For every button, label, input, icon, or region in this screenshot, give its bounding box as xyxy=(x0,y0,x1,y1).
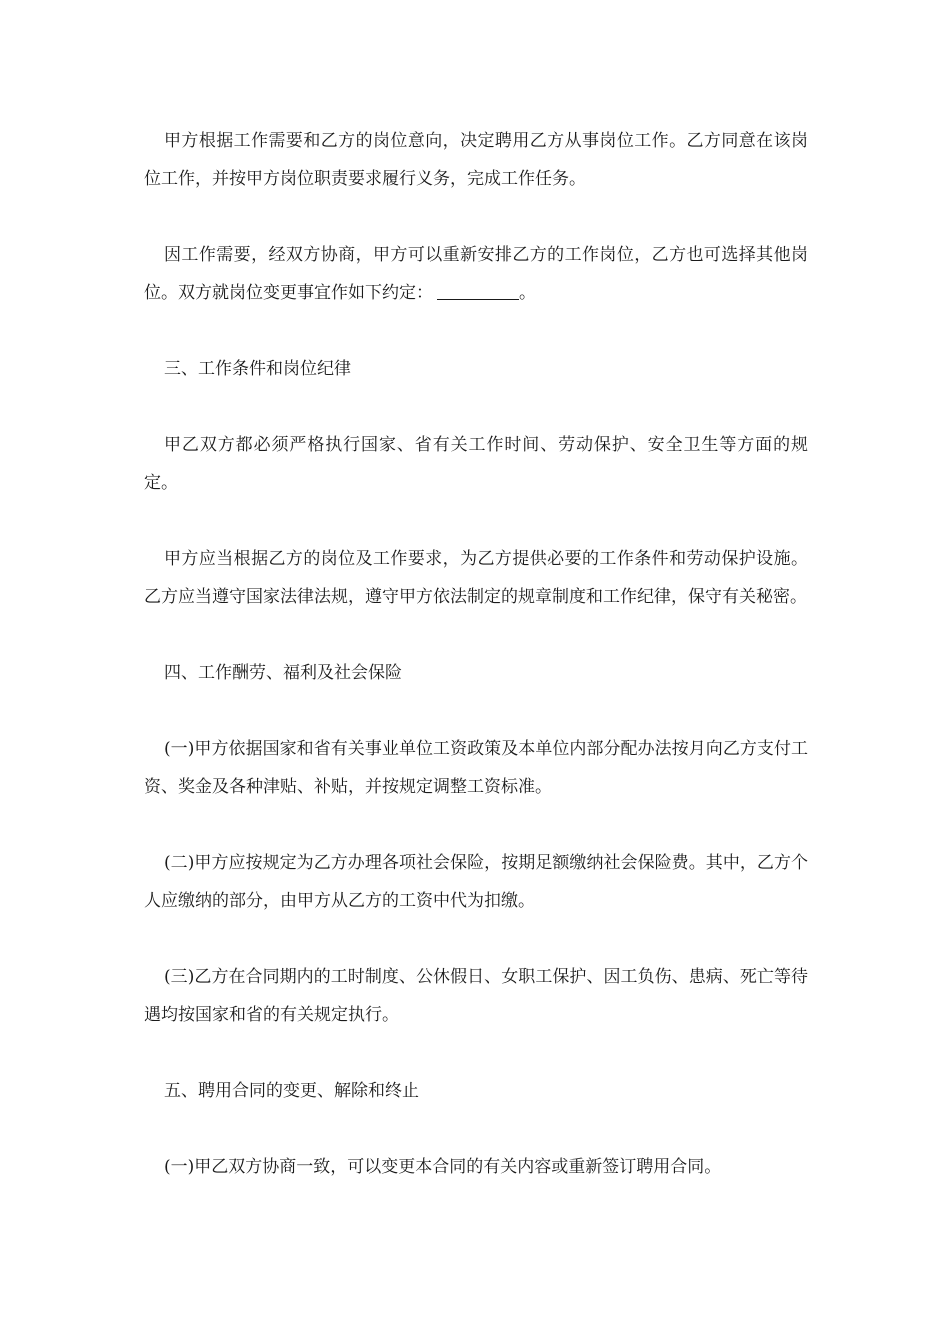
section-heading-work-conditions: 三、工作条件和岗位纪律 xyxy=(164,359,351,379)
paragraph-contract-modification: (一)甲乙双方协商一致，可以变更本合同的有关内容或重新签订聘用合同。 xyxy=(164,1157,722,1177)
paragraph-social-insurance: (二)甲方应按规定为乙方办理各项社会保险，按期足额缴纳社会保险费。其中，乙方个人应缴纳的部分，由甲方从乙方的工资中代为扣缴。 xyxy=(144,853,808,911)
paragraph-benefits: (三)乙方在合同期内的工时制度、公休假日、女职工保护、因工负伤、患病、死亡等待遇均按国家和省的有关规定执行。 xyxy=(144,967,808,1025)
paragraph-salary: (一)甲方依据国家和省有关事业单位工资政策及本单位内部分配办法按月向乙方支付工资、奖金及各种津贴、补贴，并按规定调整工资标准。 xyxy=(144,739,808,797)
paragraph-position-assignment: 甲方根据工作需要和乙方的岗位意向，决定聘用乙方从事岗位工作。乙方同意在该岗位工作，并按甲方岗位职责要求履行义务，完成工作任务。 xyxy=(144,131,808,189)
section-heading-compensation: 四、工作酬劳、福利及社会保险 xyxy=(164,663,402,683)
document-body xyxy=(144,122,808,1224)
section-heading-contract-changes: 五、聘用合同的变更、解除和终止 xyxy=(164,1081,419,1101)
paragraph-regulations: 甲乙双方都必须严格执行国家、省有关工作时间、劳动保护、安全卫生等方面的规定。 xyxy=(144,435,808,493)
paragraph-position-change-text: 因工作需要，经双方协商，甲方可以重新安排乙方的工作岗位，乙方也可选择其他岗位。双方就岗位变更事宜作如下约定： xyxy=(144,245,808,303)
paragraph-position-change xyxy=(144,236,808,312)
fill-in-blank xyxy=(437,283,519,300)
paragraph-position-change-suffix: 。 xyxy=(519,283,536,303)
paragraph-work-conditions: 甲方应当根据乙方的岗位及工作要求，为乙方提供必要的工作条件和劳动保护设施。乙方应当遵守国家法律法规，遵守甲方依法制定的规章制度和工作纪律，保守有关秘密。 xyxy=(144,549,808,607)
